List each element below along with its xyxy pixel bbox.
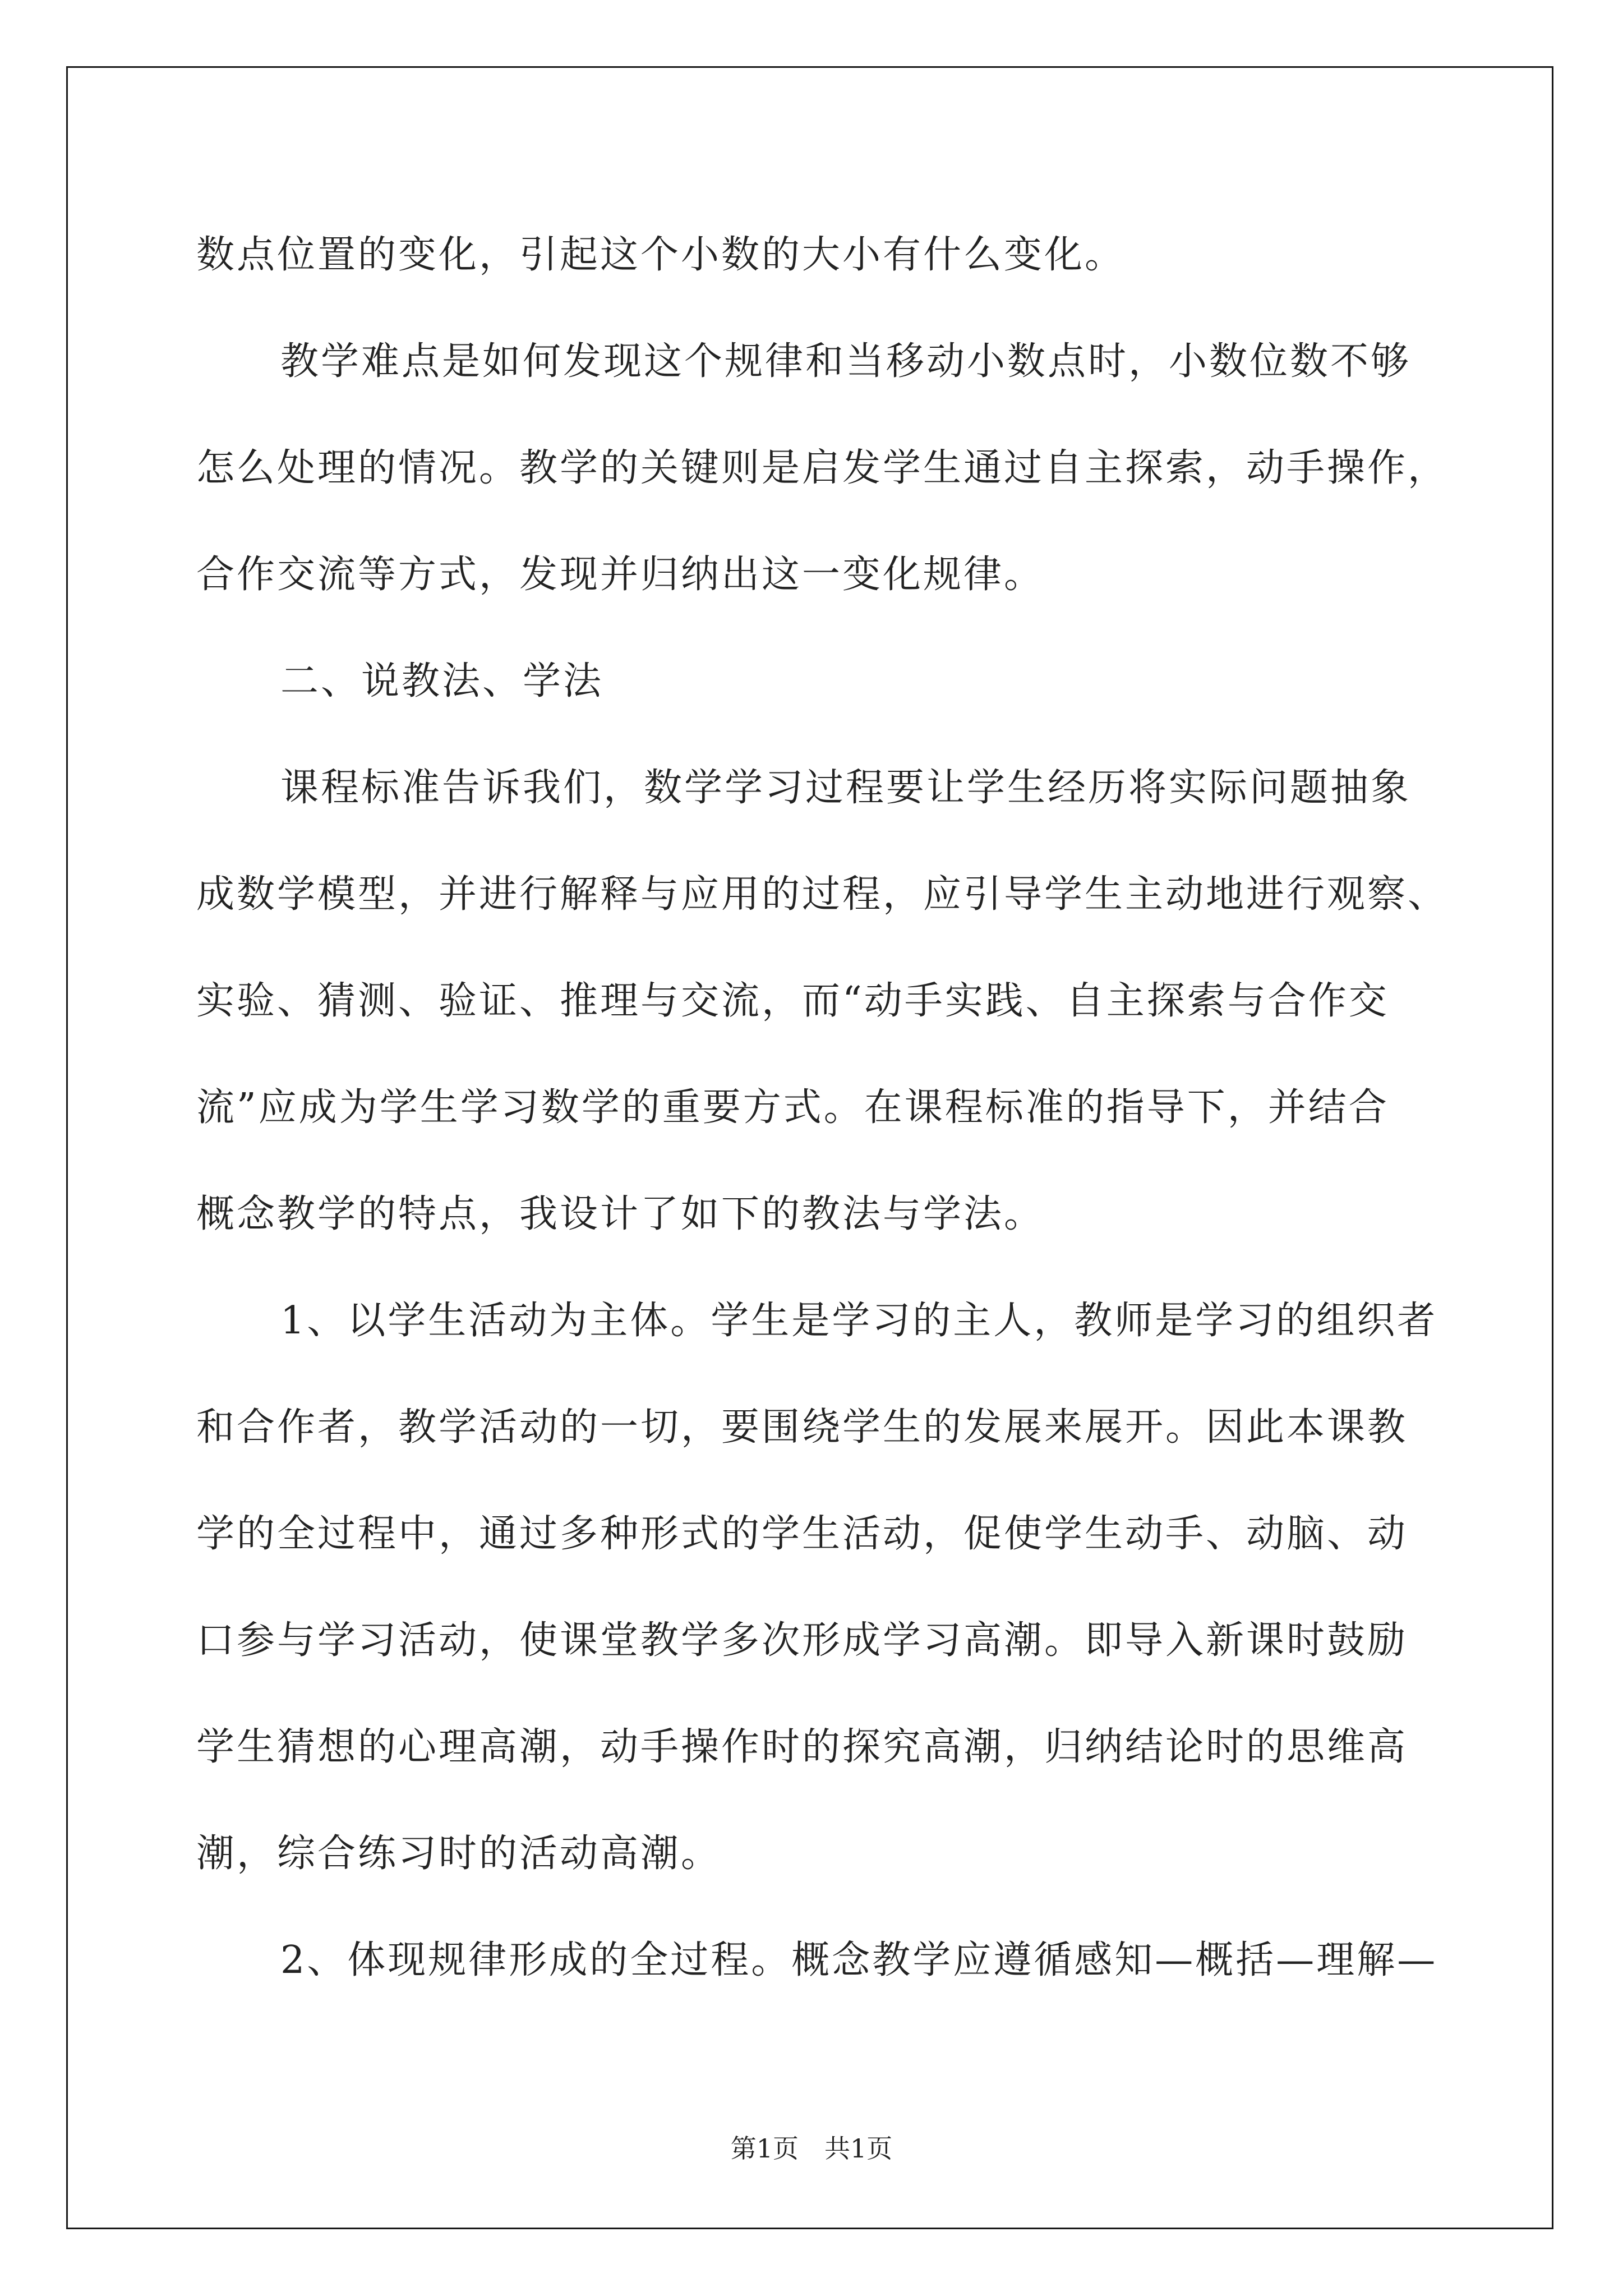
text-line: 课程标准告诉我们，数学学习过程要让学生经历将实际问题抽象 [280,766,1412,810]
text-line: 1、以学生活动为主体。学生是学习的主人，教师是学习的组织者 [280,1299,1438,1343]
text-line: 数点位置的变化，引起这个小数的大小有什么变化。 [196,233,1126,277]
text-line: 合作交流等方式，发现并归纳出这一变化规律。 [196,553,1045,597]
text-line: 和合作者，教学活动的一切，要围绕学生的发展来展开。因此本课教 [196,1405,1408,1450]
text-line: 潮，综合练习时的活动高潮。 [196,1832,722,1876]
text-line: 口参与学习活动，使课堂教学多次形成学习高潮。即导入新课时鼓励 [196,1618,1408,1663]
text-line: 成数学模型，并进行解释与应用的过程，应引导学生主动地进行观察、 [196,872,1449,917]
text-line: 学生猜想的心理高潮，动手操作时的探究高潮，归纳结论时的思维高 [196,1725,1408,1769]
text-line: 流”应成为学生学习数学的重要方式。在课程标准的指导下，并结合 [196,1085,1389,1130]
section-heading: 二、说教法、学法 [280,659,604,703]
text-line: 学的全过程中，通过多种形式的学生活动，促使学生动手、动脑、动 [196,1512,1408,1556]
text-line: 怎么处理的情况。教学的关键则是启发学生通过自主探索，动手操作， [196,446,1449,490]
document-body [196,202,1458,2014]
text-line: 教学难点是如何发现这个规律和当移动小数点时，小数位数不够 [280,339,1412,384]
page-number-footer: 第1页 共1页 [730,2133,893,2164]
text-line: 概念教学的特点，我设计了如下的教法与学法。 [196,1192,1045,1236]
text-line: 实验、猜测、验证、推理与交流，而“动手实践、自主探索与合作交 [196,979,1389,1023]
text-line: 2、体现规律形成的全过程。概念教学应遵循感知—概括—理解— [280,1938,1438,1982]
